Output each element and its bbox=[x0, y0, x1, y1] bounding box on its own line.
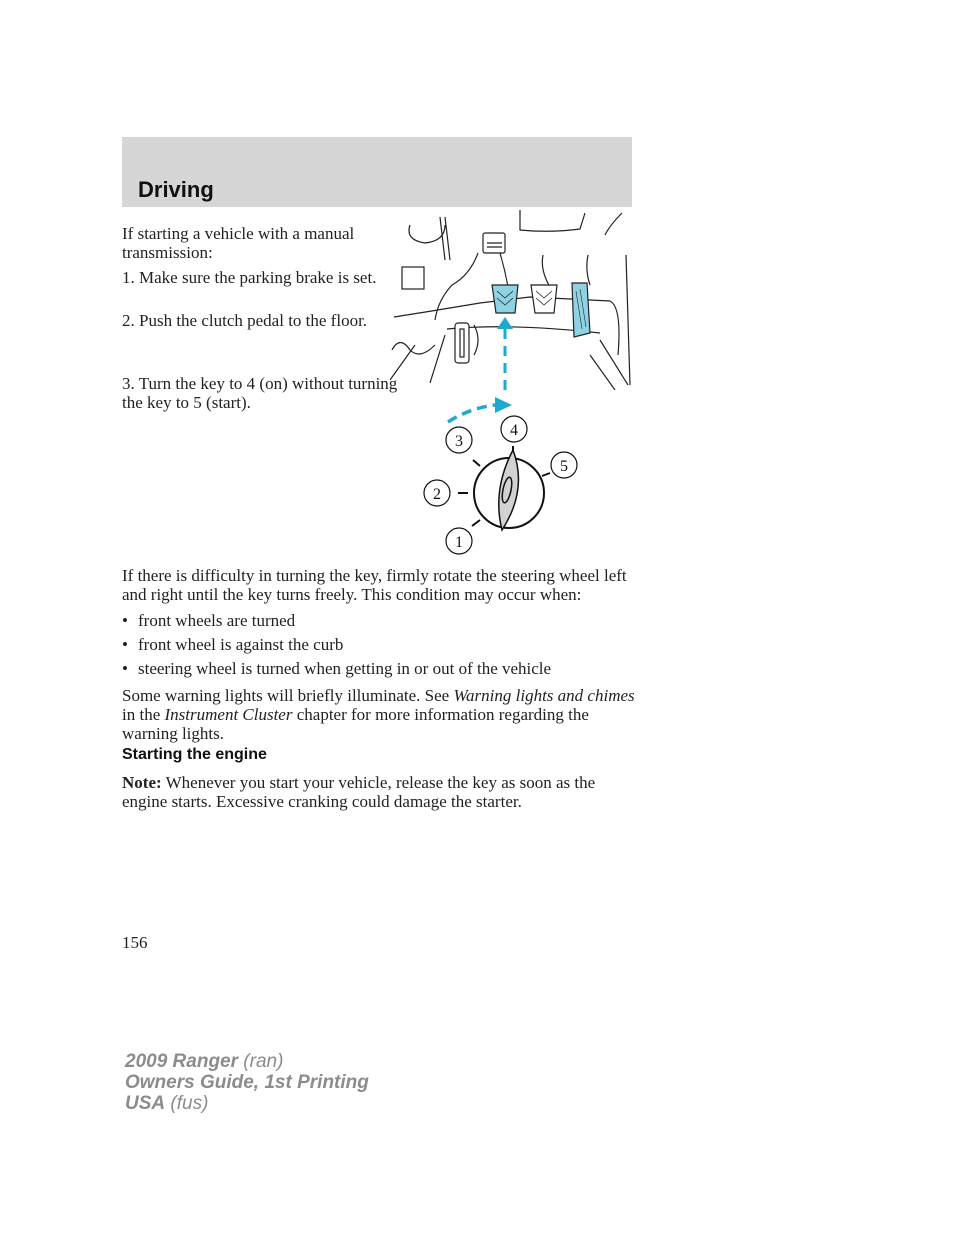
warning-paragraph: Some warning lights will briefly illuminate. See Warning lights and chimes in the Instrument Cluster chapter for more information regarding the warning lights. bbox=[122, 686, 635, 743]
starting-engine-heading: Starting the engine bbox=[122, 746, 267, 763]
bullet-item: • front wheels are turned bbox=[122, 611, 296, 630]
link-instrument-cluster: Instrument Cluster bbox=[164, 705, 293, 724]
note-paragraph: Note: Whenever you start your vehicle, release the key as soon as the engine starts. Excessive cranking could damage the starter. bbox=[122, 773, 596, 811]
position-3-label: 3 bbox=[455, 433, 463, 450]
footer-print-info: 2009 Ranger (ran) Owners Guide, 1st Printing USA (fus) bbox=[125, 1051, 369, 1114]
step-3: 3. Turn the key to 4 (on) without turning the key to 5 (start). bbox=[122, 374, 398, 412]
position-5-label: 5 bbox=[560, 458, 568, 475]
page-number: 156 bbox=[122, 933, 148, 952]
step-2: 2. Push the clutch pedal to the floor. bbox=[122, 311, 368, 330]
clutch-pedal-illustration bbox=[390, 205, 640, 390]
position-4-label: 4 bbox=[510, 422, 518, 439]
bullet-item: • front wheel is against the curb bbox=[122, 635, 344, 654]
bullet-item: • steering wheel is turned when getting in or out of the vehicle bbox=[122, 659, 552, 678]
section-header-band bbox=[122, 137, 632, 207]
link-warning-lights: Warning lights and chimes bbox=[453, 686, 635, 705]
ignition-key-positions-illustration bbox=[400, 380, 600, 560]
section-title: Driving bbox=[138, 177, 214, 202]
position-1-label: 1 bbox=[455, 534, 463, 551]
step-1: 1. Make sure the parking brake is set. bbox=[122, 268, 377, 287]
intro-text: If starting a vehicle with a manual transmission: bbox=[122, 224, 355, 262]
position-2-label: 2 bbox=[433, 486, 441, 503]
difficulty-paragraph: If there is difficulty in turning the key, firmly rotate the steering wheel left and right until the key turns freely. This condition may occur when: bbox=[122, 566, 627, 604]
